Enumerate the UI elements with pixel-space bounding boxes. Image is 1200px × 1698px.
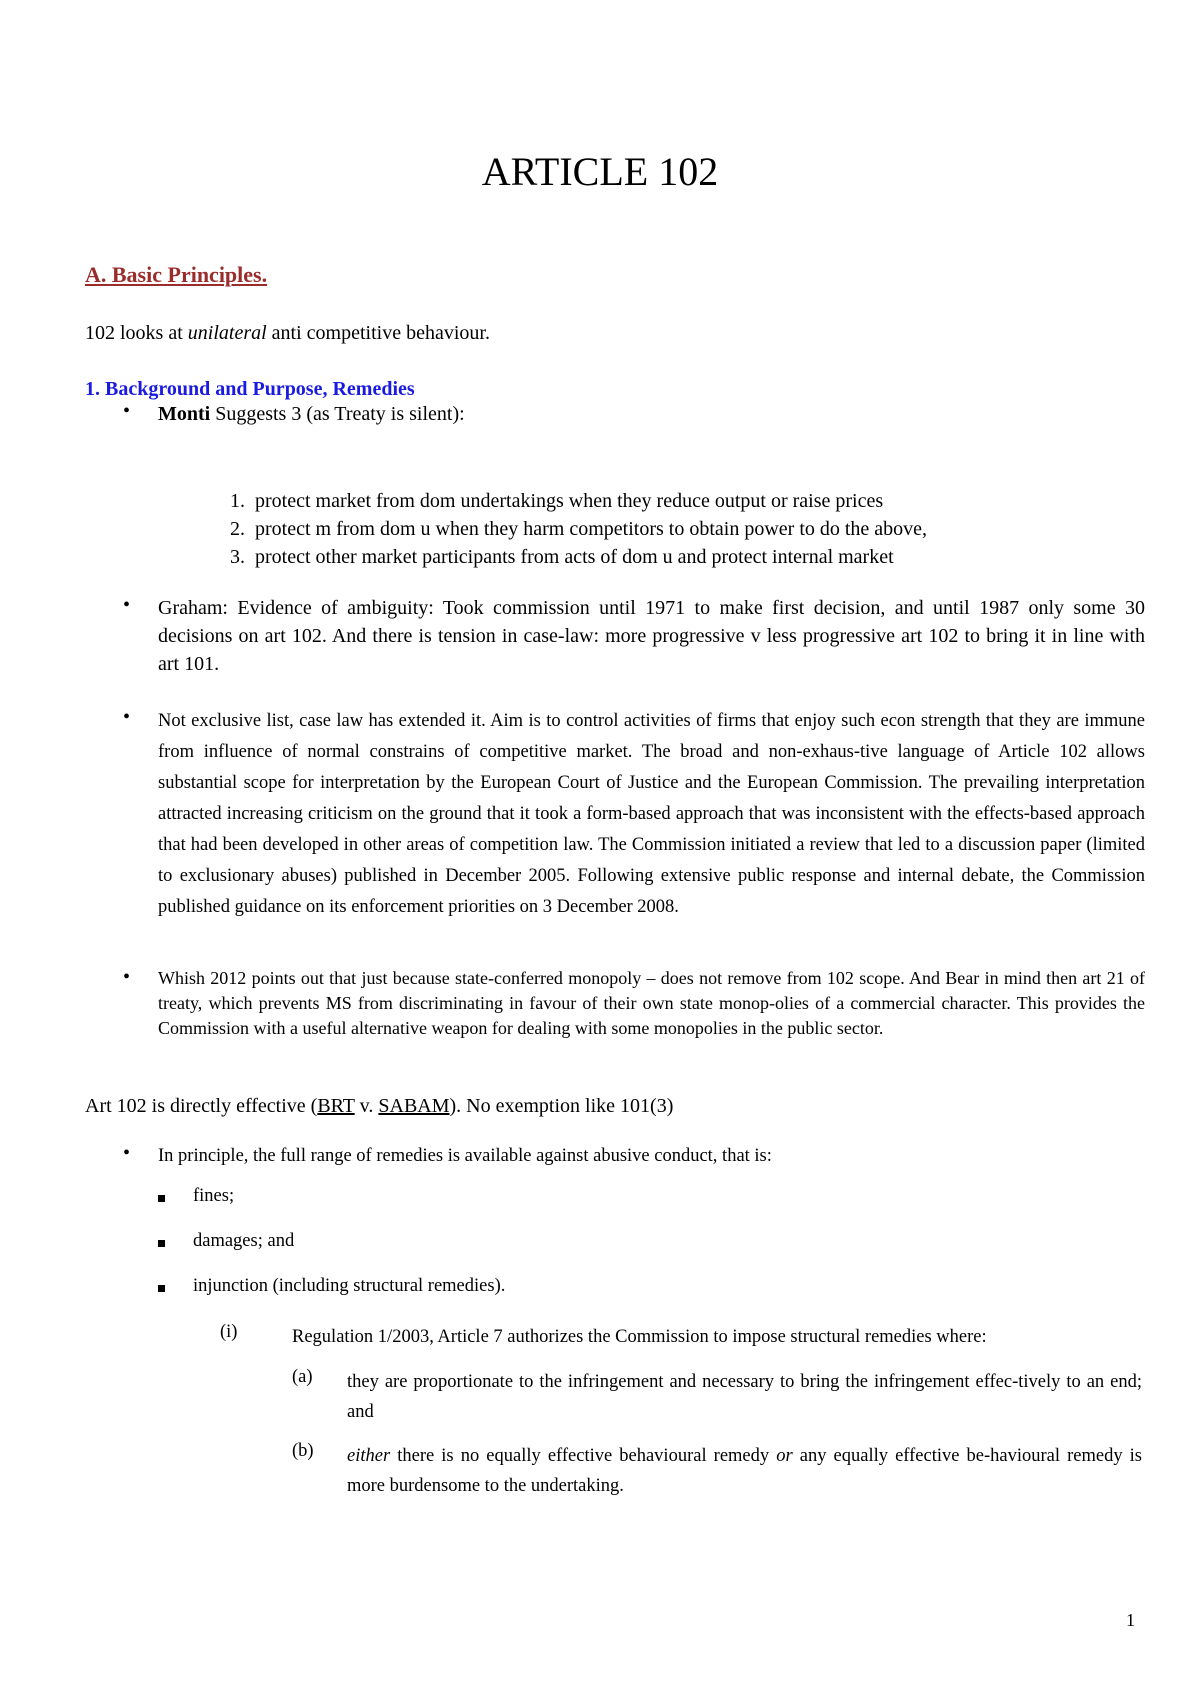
- section-heading-a: A. Basic Principles.: [85, 262, 268, 287]
- remedy-item-injunction: injunction (including structural remedies).: [158, 1276, 505, 1297]
- page-title: ARTICLE 102: [481, 149, 719, 194]
- list-item: 1. protect market from dom undertakings when they reduce output or raise prices: [230, 490, 884, 512]
- case-sabam: SABAM: [378, 1095, 450, 1117]
- intro-emphasis: unilateral: [187, 322, 267, 344]
- bullet-icon: •: [123, 1142, 131, 1164]
- document-page: ARTICLE 102 A. Basic Principles. 102 looks at unilateral anti competitive behaviour. 1. Background and Purpose, Remedies • Monti Suggests 3 (as Treaty is silent): 1. protect market from dom undertakings when they reduce output or raise prices 2. protect m from dom u when they harm competitors to obtain power to do the above, 3. protect other market participants from acts of dom u and protect internal market • Graham: Evidence of ambiguity: Took commission until 1971 to make first decision, and until 1987 only some 30 decisions on art 102. And there is tension in case-law: more progressive v less progressive art 102 to bring it in line with art 101. • Not exclusive list, case law has extended it. Aim is to control activities of firms that enjoy such econ strength that they are immune from influence of normal constrains of competitive market. The broad and non-exhaus-tive language of Article 102 allows substantial scope for interpretation by the European Court of Justice and the European Commission. The prevailing interpretation attracted increasing criticism on the ground that it took a form-based approach that was inconsistent with the effects-based approach that had been developed in other areas of competition law. The Commission initiated a review that led to a discussion paper (limited to exclusionary abuses) published in December 2005. Following extensive public response and internal debate, the Commission published guidance on its enforcement priorities on 3 December 2008. • Whish 2012 points out that just because state-conferred monopoly – does not remove from 102 scope. And Bear in mind then art 21 of treaty, which prevents MS from discriminating in favour of their own state monop-olies of a commercial character. This provides the Commission with a useful alternative weapon for dealing with some monopolies in the public sector. Art 102 is directly effective (BRT v. SABAM). No exemption like 101(3) • In principle, the full range of remedies is available against abusive conduct, that is: fines; damages; and injunction (including structural remedies). (i) Regulation 1/2003, Article 7 authorizes the Commission to impose structural remedies where: (a) they are proportionate to the infringement and necessary to bring the infringement effec-tively to an end; and (b) either there is no equally effective behavioural remedy or any equally effective be-havioural remedy is more burdensome to the undertaking. 1: [0, 0, 1200, 1698]
- case-brt: BRT: [317, 1095, 355, 1117]
- bullet-icon: •: [123, 594, 131, 616]
- bullet-icon: •: [123, 966, 131, 988]
- bullet-not-exclusive: • Not exclusive list, case law has extended it. Aim is to control activities of firms that enjoy such econ strength that they are immune from influence of normal constrains of competitive market. The broad and non-exhaus-tive language of Article 102 allows substantial scope for interpretation by the European Court of Justice and the European Commission. The prevailing interpretation attracted increasing criticism on the ground that it took a form-based approach that was inconsistent with the effects-based approach that had been developed in other areas of competition law. The Commission initiated a review that led to a discussion paper (limited to exclusionary abuses) published in December 2005. Following extensive public response and internal debate, the Commission published guidance on its enforcement priorities on 3 December 2008.: [123, 706, 1145, 917]
- list-item: 2. protect m from dom u when they harm competitors to obtain power to do the above,: [230, 518, 928, 540]
- subheading-background: 1. Background and Purpose, Remedies: [85, 378, 415, 400]
- page-number: 1: [1126, 1610, 1135, 1630]
- square-bullet-icon: [158, 1240, 165, 1247]
- monti-numbered-list: [230, 487, 927, 571]
- bullet-whish: • Whish 2012 points out that just because state-conferred monopoly – does not remove from 102 scope. And Bear in mind then art 21 of treaty, which prevents MS from discriminating in favour of their own state monop-olies of a commercial character. This provides the Commission with a useful alternative weapon for dealing with some monopolies in the public sector.: [123, 966, 1145, 1038]
- monti-name: Monti: [158, 403, 211, 425]
- bullet-icon: •: [123, 706, 131, 728]
- remedy-item-damages: damages; and: [158, 1231, 294, 1252]
- remedy-item-fines: fines;: [158, 1186, 234, 1207]
- square-bullet-icon: [158, 1285, 165, 1292]
- intro-paragraph: 102 looks at unilateral anti competitive behaviour.: [85, 322, 490, 344]
- square-bullet-icon: [158, 1195, 165, 1202]
- bullet-remedies: • In principle, the full range of remedies is available against abusive conduct, that is:: [123, 1142, 772, 1166]
- art-102-direct-effect: Art 102 is directly effective (BRT v. SABAM). No exemption like 101(3): [85, 1095, 674, 1117]
- bullet-graham: • Graham: Evidence of ambiguity: Took commission until 1971 to make first decision, and until 1987 only some 30 decisions on art 102. And there is tension in case-law: more progressive v less progressive art 102 to bring it in line with art 101.: [123, 594, 1145, 675]
- bullet-monti: • Monti Suggests 3 (as Treaty is silent):: [123, 400, 465, 425]
- list-item: 3. protect other market participants from acts of dom u and protect internal market: [230, 546, 894, 568]
- bullet-icon: •: [123, 400, 131, 422]
